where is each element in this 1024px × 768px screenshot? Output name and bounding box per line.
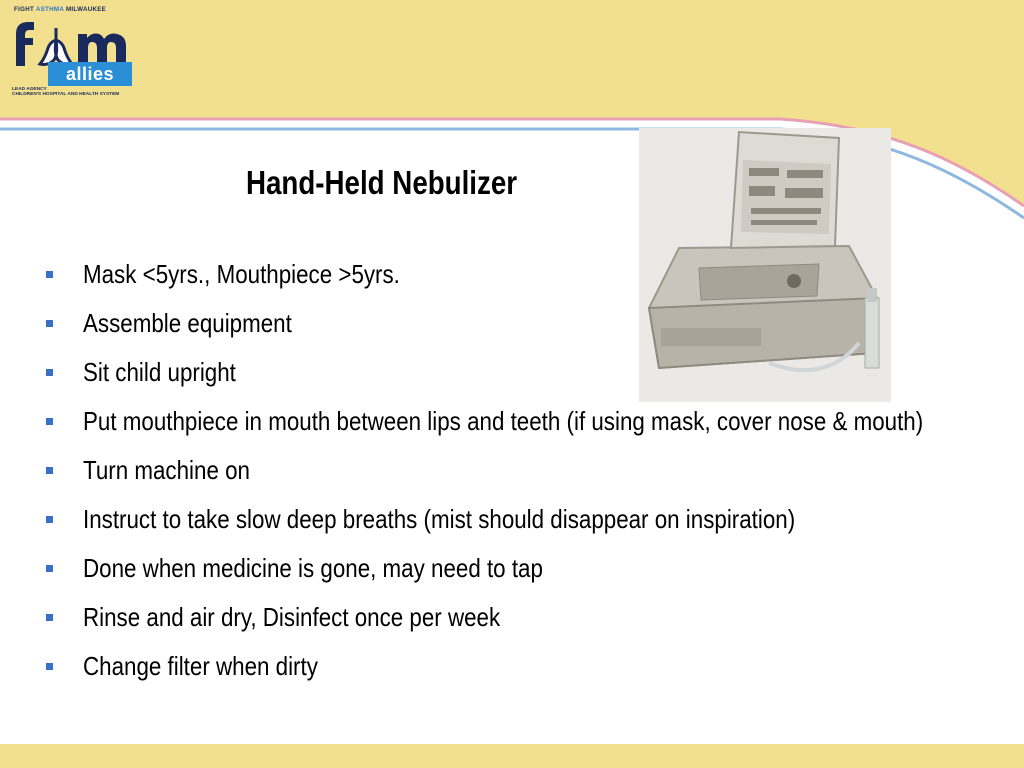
logo-allies-label: allies [48, 62, 132, 86]
fam-allies-logo [10, 6, 136, 98]
bullet-item: Sit child upright [44, 352, 1004, 392]
bullet-item: Rinse and air dry, Disinfect once per week [44, 597, 1004, 637]
logo-header-text: FIGHT ASTHMA MILWAUKEE [14, 6, 107, 13]
bullet-square-icon [46, 320, 53, 327]
bullet-item: Turn machine on [44, 450, 1004, 490]
bullet-square-icon [46, 516, 53, 523]
bullet-item: Mask <5yrs., Mouthpiece >5yrs. [44, 254, 1004, 294]
bullet-square-icon [46, 467, 53, 474]
bullet-item: Assemble equipment [44, 303, 1004, 343]
logo-subtitle-2: CHILDREN'S HOSPITAL AND HEALTH SYSTEM [12, 92, 120, 97]
bullet-square-icon [46, 418, 53, 425]
fam-logo-mark [12, 10, 134, 70]
bullet-square-icon [46, 369, 53, 376]
logo-subtitle-1: LEAD AGENCY [12, 87, 47, 92]
bullet-square-icon [46, 271, 53, 278]
bullet-item: Put mouthpiece in mouth between lips and teeth (if using mask, cover nose & mouth) [44, 401, 1004, 441]
bullet-item: Done when medicine is gone, may need to tap [44, 548, 1004, 588]
bullet-item: Instruct to take slow deep breaths (mist should disappear on inspiration) [44, 499, 1004, 539]
bullet-square-icon [46, 663, 53, 670]
bullet-square-icon [46, 565, 53, 572]
footer-band [0, 744, 1024, 768]
bullet-list [44, 254, 1004, 695]
bullet-square-icon [46, 614, 53, 621]
slide-title: Hand-Held Nebulizer [246, 164, 518, 201]
bullet-item: Change filter when dirty [44, 646, 1004, 686]
